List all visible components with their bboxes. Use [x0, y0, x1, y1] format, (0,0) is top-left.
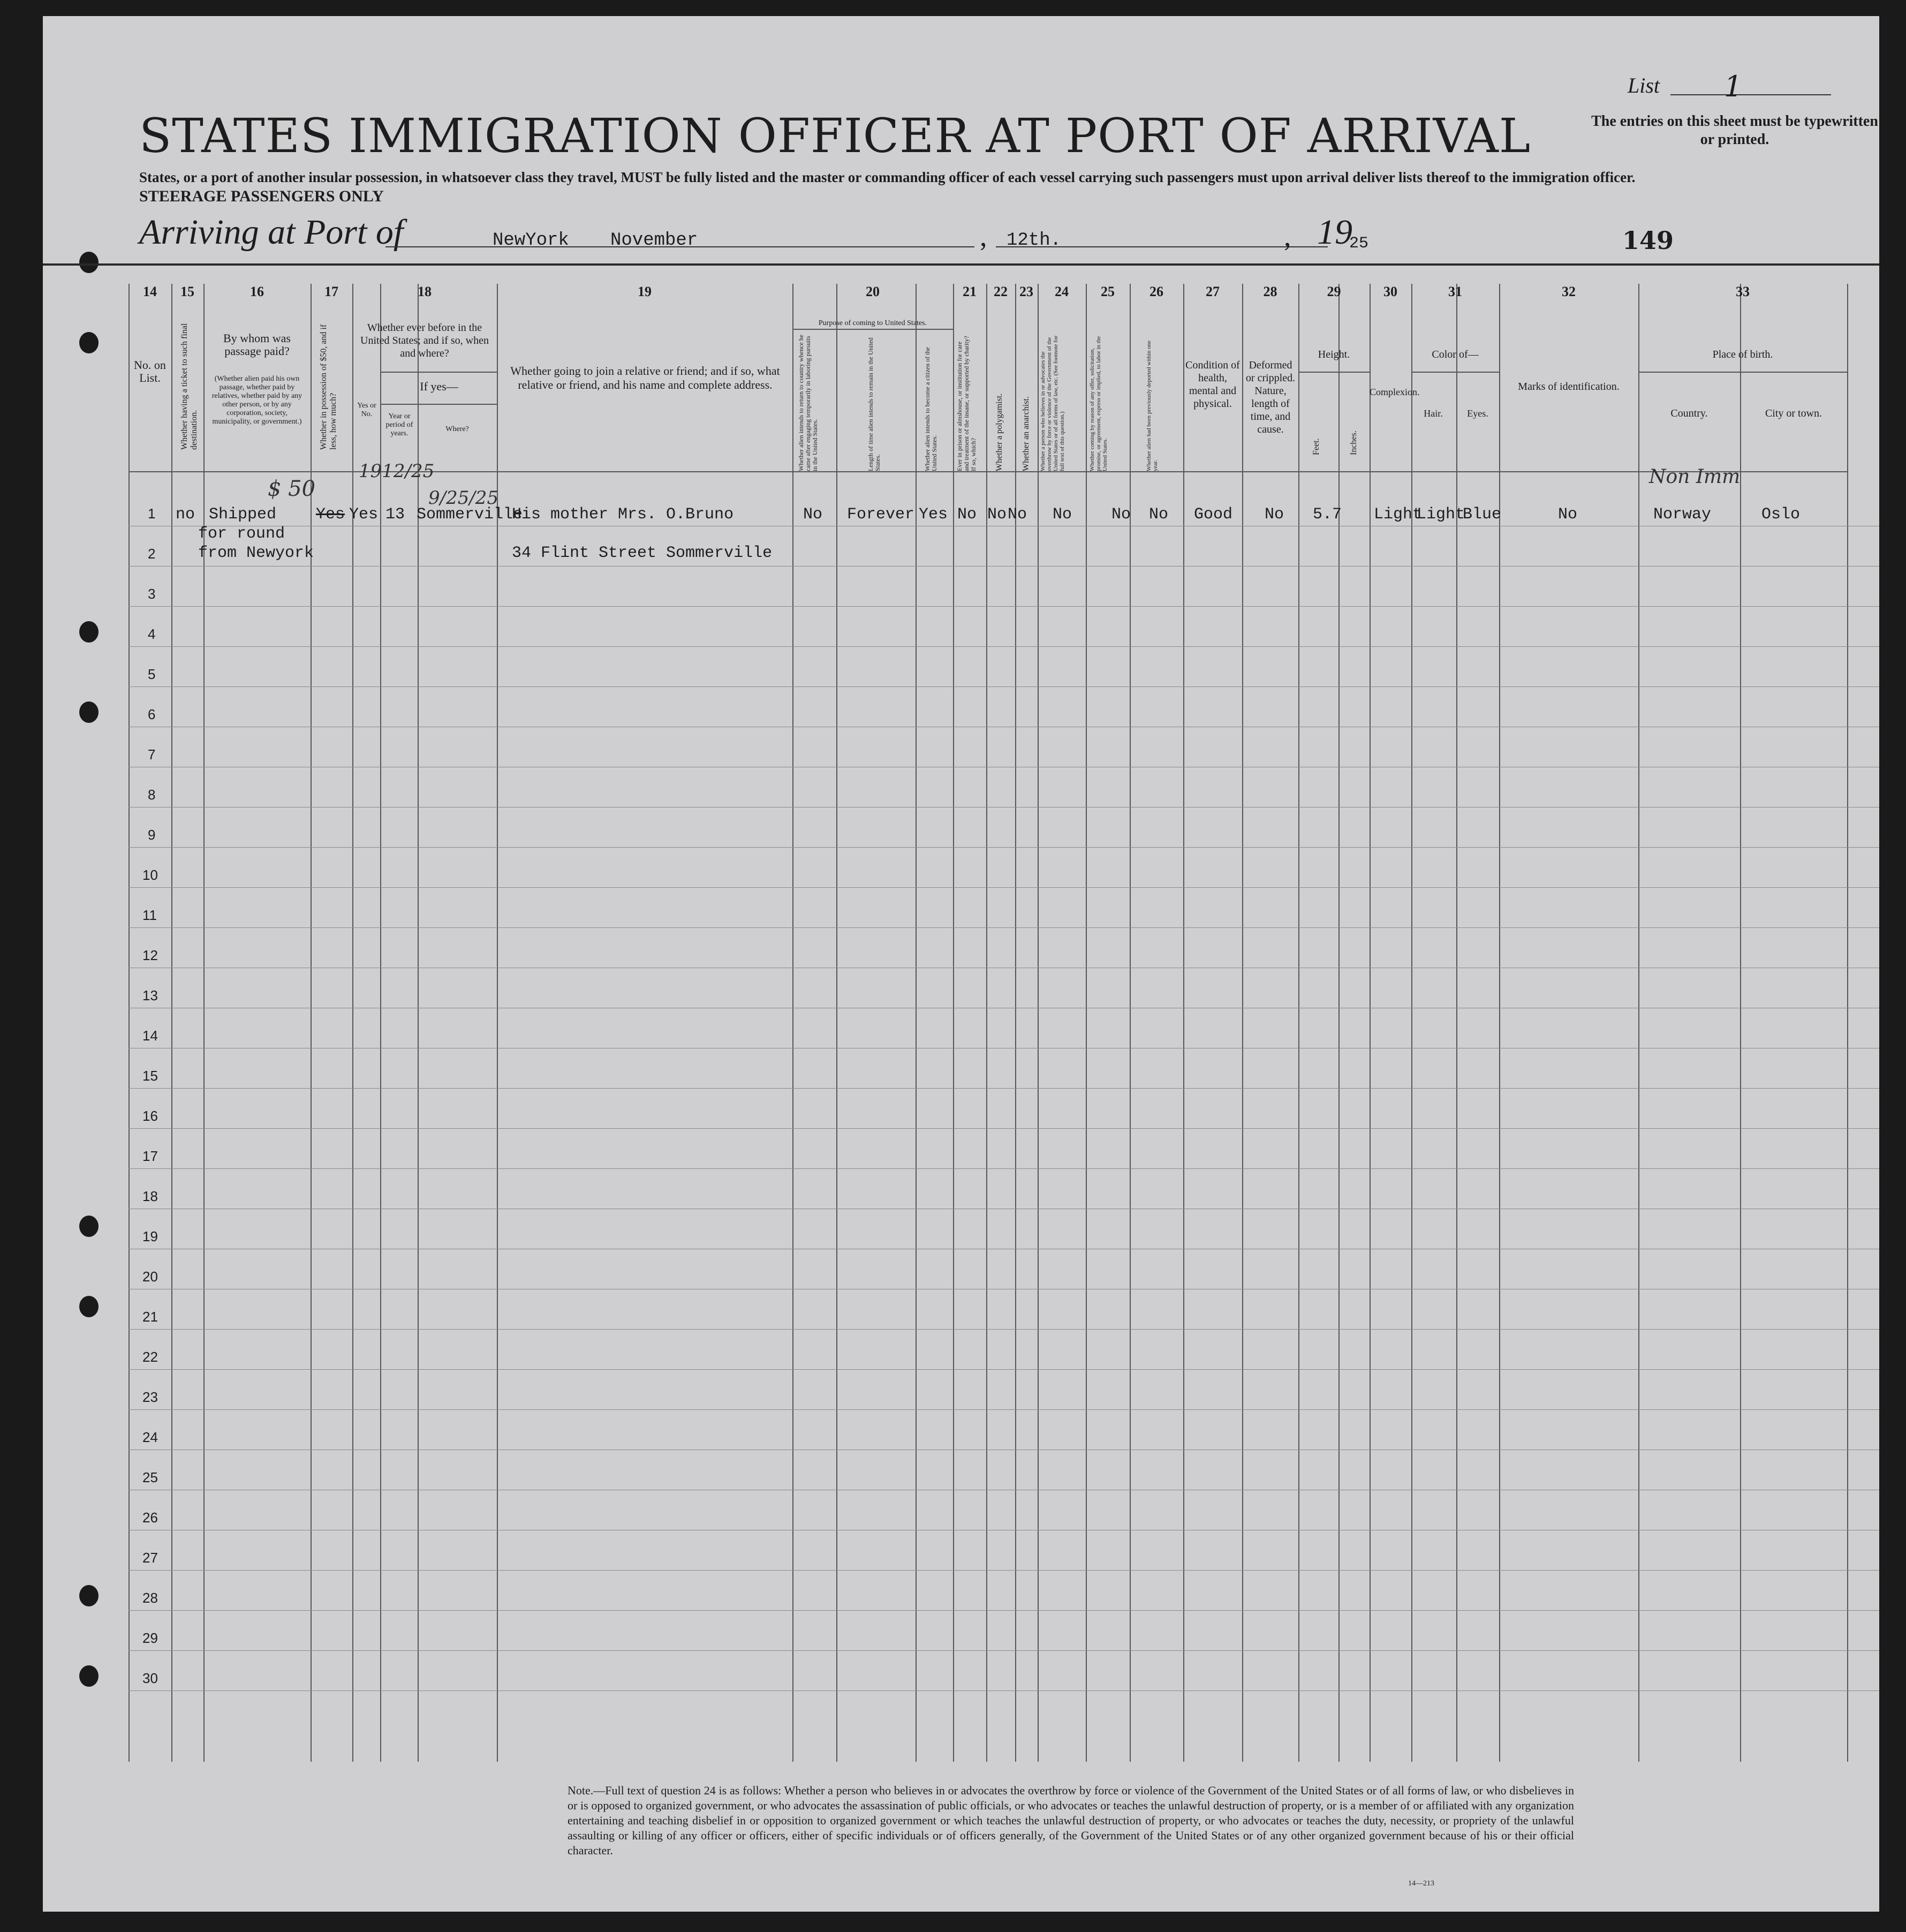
col-number-27: 27	[1206, 284, 1220, 299]
cell-paid-by-line3: from Newyork	[198, 544, 314, 562]
row-line	[128, 1128, 1879, 1129]
row-line	[128, 566, 1879, 567]
cell-paid-by-line2: for round	[198, 525, 285, 543]
list-label: List	[1628, 73, 1660, 97]
col-label-health: Condition of health, mental and physical.	[1185, 359, 1240, 410]
col-sublabel-citizen: Whether alien intends to become a citizen of the United States.	[924, 347, 938, 471]
col-number-28: 28	[1263, 284, 1277, 299]
row-number: 12	[142, 947, 158, 963]
sub-rule	[380, 404, 497, 405]
col-number-26: 26	[1149, 284, 1163, 299]
punch-hole	[79, 332, 99, 353]
col-line	[1038, 284, 1039, 1762]
row-number: 23	[142, 1389, 158, 1405]
cell-eyes: Blue	[1463, 505, 1502, 524]
col-label-place-of-birth: Place of birth.	[1712, 349, 1773, 360]
year-suffix: 25	[1349, 235, 1369, 253]
col-sublabel-country: Country.	[1670, 407, 1708, 419]
typewritten-note: The entries on this sheet must be typewritten or printed.	[1591, 113, 1878, 148]
row-line	[128, 1329, 1879, 1330]
row-number: 27	[142, 1550, 158, 1566]
handwritten-money: $ 50	[268, 477, 316, 501]
row-number: 14	[142, 1028, 158, 1044]
col-sublabel-eyes: Eyes.	[1467, 408, 1488, 419]
manifest-sheet	[43, 16, 1879, 1912]
sub-rule	[792, 329, 953, 330]
col-label-height: Height.	[1318, 349, 1350, 360]
row-line	[128, 686, 1879, 687]
col-number-14: 14	[143, 284, 157, 299]
col-sublabel-inches: Inches.	[1349, 431, 1358, 455]
col-line	[1370, 284, 1371, 1762]
row-line	[128, 1650, 1879, 1651]
row-line	[128, 646, 1879, 647]
comma: ,	[980, 220, 987, 252]
col-label-marks: Marks of identification.	[1518, 381, 1620, 393]
row-number: 5	[148, 666, 156, 682]
row-number: 15	[142, 1068, 158, 1084]
cell-polygamist: No	[987, 505, 1007, 524]
row-number: 30	[142, 1670, 158, 1686]
row-line	[128, 847, 1879, 848]
col-number-25: 25	[1101, 284, 1115, 299]
row-number: 6	[148, 706, 156, 722]
col-line	[1638, 284, 1639, 1762]
col-sublabel-feet: Feet.	[1312, 438, 1321, 455]
row-number: 1	[148, 505, 156, 522]
col-label-anarchist: Whether an anarchist.	[1022, 396, 1031, 471]
col-number-30: 30	[1383, 284, 1397, 299]
col-line	[1183, 284, 1184, 1762]
col-label-purpose: Purpose of coming to United States.	[818, 319, 927, 327]
col-number-24: 24	[1055, 284, 1069, 299]
col-number-21: 21	[963, 284, 977, 299]
row-line	[128, 606, 1879, 607]
col-line	[380, 284, 381, 1762]
sub-rule	[1411, 372, 1499, 373]
sub-rule	[380, 372, 497, 373]
col-number-17: 17	[324, 284, 338, 299]
punch-hole	[79, 1585, 99, 1606]
col-sublabel-hair: Hair.	[1424, 408, 1443, 419]
punch-hole	[79, 1296, 99, 1317]
row-line	[128, 927, 1879, 928]
list-number: 1	[1724, 70, 1743, 103]
footnote-question-24: Note.—Full text of question 24 is as follows: Whether a person who believes in or advocates the overthrow by force or violence of the Government of the United States or of all forms of law, or who disbelieves in or is opposed to organized government, or who advocates the assassination of public officials, or who advocates or teaches the unlawful destruction of property, or is a member of or affiliated with any organization entertaining and teaching disbelief in or opposition to organized government or which teaches the unlawful destruction of property, or who advocates or teaches the duty, necessity, or propriety of the unlawful assaulting or killing of any officer or officers, either of specific individuals or of officers generally, of the Government of the United States or of any other organized government because of his or their official character.	[568, 1784, 1574, 1857]
row-number: 24	[142, 1429, 158, 1445]
punch-hole	[79, 1665, 99, 1687]
cell-hair: Light	[1417, 505, 1465, 524]
col-line	[1847, 284, 1848, 1762]
col-label-polygamist: Whether a polygamist.	[995, 393, 1004, 471]
form-code: 14—213	[1408, 1880, 1434, 1888]
row-line	[128, 1610, 1879, 1611]
header-rule	[43, 263, 1879, 266]
cell-address: 34 Flint Street Sommerville	[512, 544, 773, 562]
row-number: 3	[148, 586, 156, 602]
col-line	[1298, 284, 1299, 1762]
port-name: NewYork	[493, 230, 569, 251]
col-number-23: 23	[1019, 284, 1033, 299]
col-label-complexion: Complexion.	[1370, 387, 1420, 397]
cell-prison: No	[957, 505, 977, 524]
row-number: 20	[142, 1269, 158, 1285]
row-number: 28	[142, 1590, 158, 1606]
row-line	[128, 1369, 1879, 1370]
cell-length-stay: Forever	[847, 505, 915, 524]
arrival-month: November	[610, 230, 698, 251]
year-prefix: 19	[1317, 213, 1352, 252]
row-number: 22	[142, 1349, 158, 1365]
col-sublabel-yes-no: Yes or No.	[357, 402, 376, 418]
row-number: 17	[142, 1148, 158, 1164]
comma: ,	[1284, 220, 1291, 252]
cell-where: Sommerville	[417, 505, 523, 524]
row-number: 16	[142, 1108, 158, 1124]
col-sublabel-length-stay: Length of time alien intends to remain in the United States.	[867, 337, 881, 471]
col-label-prison: Ever in prison or almshouse, or institution for care and treatment of the insane, or supported by charity? If so, which?	[956, 336, 977, 471]
col-number-32: 32	[1562, 284, 1576, 299]
col-label-possession-50: Whether in possession of $50, and if less, how much?	[319, 324, 338, 450]
col-line	[792, 284, 793, 1762]
row-line	[128, 1168, 1879, 1169]
cell-citizen: Yes	[919, 505, 948, 524]
arriving-label: Arriving at Port of	[139, 213, 404, 252]
row-number: 18	[142, 1188, 158, 1204]
col-sublabel-where: Where?	[445, 425, 469, 433]
col-line	[171, 284, 172, 1762]
col-label-relative-friend: Whether going to join a relative or friend; and if so, what relative or friend, and his name and complete address.	[510, 364, 780, 391]
row-number: 21	[142, 1309, 158, 1325]
sub-rule	[1298, 372, 1370, 373]
cell-deformed: No	[1265, 505, 1284, 524]
col-line	[1740, 284, 1741, 1762]
col-label-overthrow: Whether a person who believes in or advocates the overthrow by force or violence of the Government of the United States or of all forms of law, etc. (See footnote for full text of this question.)	[1040, 335, 1065, 471]
form-title: STATES IMMIGRATION OFFICER AT PORT OF ARRIVAL	[139, 108, 1531, 163]
cell-country: Norway	[1653, 505, 1712, 524]
row-line	[128, 1570, 1879, 1571]
col-line	[1086, 284, 1087, 1762]
col-line	[953, 284, 954, 1762]
col-label-no-on-list: No. on List.	[134, 358, 166, 384]
punch-hole	[79, 252, 99, 273]
col-number-33: 33	[1736, 284, 1750, 299]
cell-anarchist: No	[1008, 505, 1027, 524]
cell-marks: No	[1558, 505, 1578, 524]
col-label-deported: Whether alien had been previously deported within one year.	[1146, 340, 1159, 471]
col-sublabel-if-yes: If yes—	[420, 380, 458, 393]
handwritten-year: 1912/25	[359, 461, 435, 482]
cell-money: Yes	[316, 505, 345, 524]
col-line	[203, 284, 205, 1762]
col-number-15: 15	[180, 284, 194, 299]
col-number-31: 31	[1448, 284, 1462, 299]
cell-height-feet: 5.7	[1313, 505, 1342, 524]
page-number: 149	[1622, 226, 1674, 255]
col-label-color-of: Color of—	[1432, 349, 1479, 360]
sub-rule	[1638, 372, 1847, 373]
passenger-category: STEERAGE PASSENGERS ONLY	[139, 187, 384, 205]
col-line	[1242, 284, 1243, 1762]
col-label-deformed: Deformed or crippled. Nature, length of time, and cause.	[1245, 359, 1296, 435]
arrival-day: 12th.	[1007, 230, 1062, 251]
col-number-18: 18	[418, 284, 432, 299]
col-line	[128, 284, 130, 1762]
cell-complexion: Light	[1374, 505, 1423, 524]
col-sublabel-passage-paid: (Whether alien paid his own passage, whether paid by relatives, whether paid by any other person, or by any corporation, society, municipality, or government.)	[211, 375, 302, 426]
list-underline	[1670, 94, 1831, 95]
punch-hole	[79, 701, 99, 723]
col-number-22: 22	[994, 284, 1008, 299]
row-number: 9	[148, 827, 156, 843]
row-number: 10	[142, 867, 158, 883]
row-number: 13	[142, 987, 158, 1003]
col-label-ever-before: Whether ever before in the United States; and if so, when and where?	[360, 322, 489, 359]
col-label-ticket: Whether having a ticket to such final destination.	[180, 323, 199, 450]
col-line	[916, 284, 917, 1762]
cell-health: Good	[1194, 505, 1233, 524]
col-number-19: 19	[638, 284, 652, 299]
cell-before-yesno: Yes	[349, 505, 379, 524]
punch-hole	[79, 1216, 99, 1237]
cell-deported: No	[1149, 505, 1169, 524]
col-label-passage-paid: By whom was passage paid?	[223, 331, 291, 358]
row-line	[128, 1409, 1879, 1410]
col-number-16: 16	[250, 284, 264, 299]
handwritten-where: 9/25/25	[428, 487, 499, 509]
col-number-20: 20	[866, 284, 880, 299]
cell-years: 13	[385, 505, 405, 524]
punch-hole	[79, 621, 99, 643]
row-number: 7	[148, 746, 156, 763]
col-line	[836, 284, 837, 1762]
row-number: 29	[142, 1630, 158, 1646]
handwritten-country-note: Non Imm	[1649, 466, 1741, 488]
row-number: 26	[142, 1510, 158, 1526]
col-label-contract-labor: Whether coming by reason of any offer, solicitation, promise, or agreement, express or implied, to labor in the United States.	[1089, 336, 1108, 471]
row-line	[128, 887, 1879, 888]
row-number: 19	[142, 1228, 158, 1244]
row-number: 11	[142, 907, 157, 923]
row-number: 4	[148, 626, 156, 642]
row-line	[128, 1088, 1879, 1089]
cell-city: Oslo	[1761, 505, 1801, 524]
col-sublabel-intends-return: Whether alien intends to return to country whence he came after engaging temporarily in laboring pursuits in the United States.	[797, 334, 819, 471]
cell-relative: His mother Mrs. O.Bruno	[512, 505, 734, 524]
form-instruction: States, or a port of another insular possession, in whatsoever class they travel, MUST be fully listed and the master or commanding officer of each vessel carrying such passengers must upon arrival deliver lists thereof to the immigration officer.	[139, 169, 1636, 185]
cell-overthrow: No	[1053, 505, 1072, 524]
cell-paid-by: Shipped	[209, 505, 277, 524]
cell-intends-return: No	[803, 505, 823, 524]
col-sublabel-year: Year or period of years.	[385, 412, 413, 437]
cell-contract: No	[1111, 505, 1131, 524]
cell-ticket: no	[176, 505, 195, 524]
col-line	[311, 284, 312, 1762]
col-sublabel-city: City or town.	[1765, 407, 1822, 419]
row-number: 25	[142, 1469, 158, 1485]
col-number-29: 29	[1327, 284, 1341, 299]
row-number: 8	[148, 787, 156, 803]
row-number: 2	[148, 546, 156, 562]
